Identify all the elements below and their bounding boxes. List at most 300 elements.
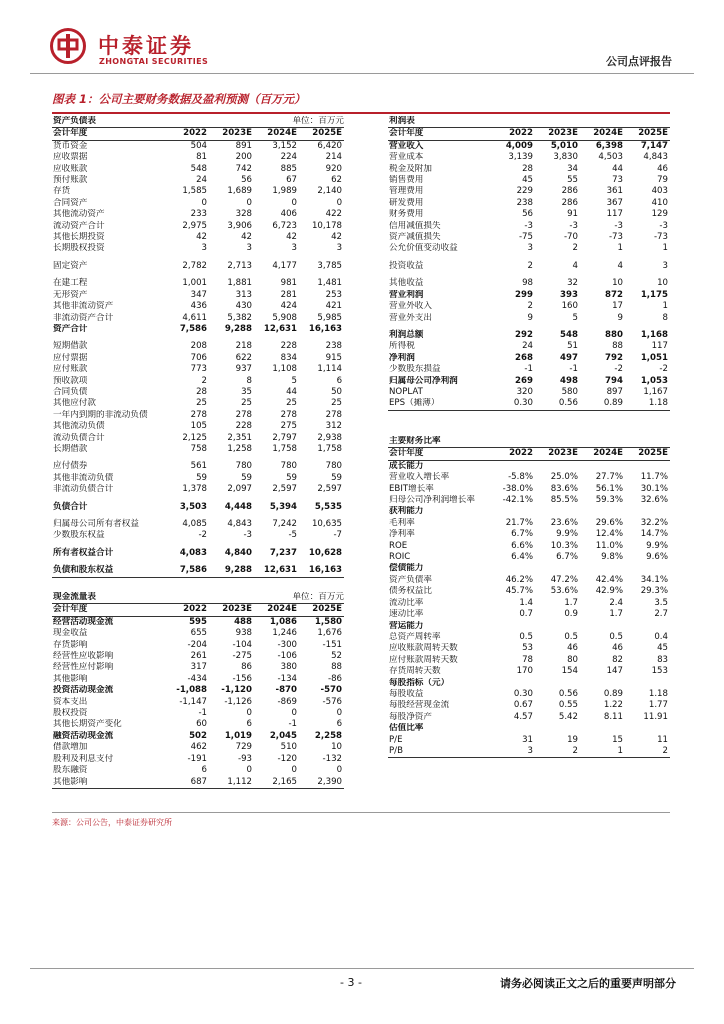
- cell-value: 59: [241, 472, 253, 483]
- cell-value: -7: [333, 530, 343, 541]
- cell-value: 42: [241, 232, 253, 243]
- cell-value: -1: [288, 719, 298, 730]
- row-label: 管理费用: [389, 186, 424, 197]
- cell-value: 2,597: [272, 484, 298, 495]
- table-row: [52, 731, 344, 742]
- cell-value: [625, 723, 670, 734]
- row-label: 流动比率: [389, 597, 424, 608]
- table-row: [52, 313, 344, 324]
- row-label: 货币资金: [53, 140, 88, 151]
- table-row: [52, 640, 344, 651]
- table-row: [52, 542, 344, 559]
- row-label: 其他长期投资: [53, 232, 105, 243]
- table-row: [388, 723, 670, 734]
- cell-value: 233: [190, 209, 208, 220]
- cell-value: 9,288: [209, 559, 254, 577]
- table-row: [388, 140, 670, 152]
- cell-value: 83: [657, 654, 668, 665]
- cell-value: 46.2%: [505, 574, 533, 585]
- cell-value: 9.6%: [646, 552, 668, 563]
- cell-value: 3,785: [317, 260, 343, 271]
- column-header: 会计年度: [52, 128, 164, 140]
- cell-value: 10: [657, 278, 668, 289]
- cell-value: 706: [190, 352, 208, 363]
- cell-value: 7,147: [640, 140, 668, 151]
- table-row: [388, 575, 670, 586]
- cell-value: 228: [235, 421, 253, 432]
- table-unit: 单位：百万元: [209, 592, 344, 604]
- cell-value: 1,112: [209, 777, 254, 789]
- cell-value: 59: [196, 472, 208, 483]
- cell-value: 9.9%: [646, 540, 668, 551]
- cell-value: 5,382: [227, 312, 253, 323]
- cell-value: 406: [280, 209, 298, 220]
- cell-value: 938: [235, 628, 253, 639]
- figure-title-rule: [52, 112, 670, 114]
- cell-value: 2,140: [317, 186, 343, 197]
- cell-value: 32.6%: [640, 495, 668, 506]
- cell-value: 224: [280, 152, 298, 163]
- row-label: 估值比率: [389, 723, 424, 734]
- row-label: 营业利润: [389, 289, 424, 300]
- disclaimer-text: 请务必阅读正文之后的重要声明部分: [500, 977, 676, 990]
- table-row: [52, 164, 344, 175]
- cell-value: 117: [606, 209, 623, 220]
- cell-value: 1.7: [564, 597, 578, 608]
- cell-value: 47.2%: [550, 574, 578, 585]
- cell-value: 62: [331, 175, 343, 186]
- table-row: [52, 708, 344, 719]
- cell-value: 105: [190, 421, 208, 432]
- cell-value: 4,503: [598, 152, 623, 163]
- cell-value: -2: [614, 364, 623, 375]
- cell-value: 498: [560, 375, 578, 386]
- cell-value: 1,689: [227, 186, 253, 197]
- cell-value: 4,843: [643, 152, 668, 163]
- cell-value: 1,086: [269, 616, 298, 627]
- cell-value: 2,097: [227, 484, 253, 495]
- cell-value: [625, 621, 670, 632]
- cell-value: 403: [651, 186, 668, 197]
- table-row: [388, 700, 670, 711]
- cell-value: -275: [232, 651, 253, 662]
- row-label: 应付票据: [53, 352, 88, 363]
- cell-value: -3: [243, 530, 253, 541]
- cell-value: 10,635: [311, 519, 343, 529]
- cell-value: -2: [198, 530, 208, 541]
- cell-value: 2: [527, 301, 533, 312]
- row-label: 总资产周转率: [389, 631, 441, 642]
- cell-value: 393: [560, 289, 578, 300]
- cell-value: 32: [567, 278, 578, 289]
- row-label: 净利率: [389, 529, 415, 540]
- row-label: 负债和股东权益: [52, 559, 164, 577]
- table-row: [52, 513, 344, 530]
- cell-value: 897: [606, 386, 623, 397]
- cell-value: 67: [286, 175, 298, 186]
- column-header: 2023E: [535, 128, 580, 140]
- cell-value: 16,163: [299, 559, 344, 577]
- cell-value: 1,167: [643, 386, 668, 397]
- table-title-row: [52, 592, 344, 604]
- row-label: 经营活动现金流: [53, 616, 114, 627]
- cell-value: 504: [190, 140, 208, 151]
- table-row: [388, 518, 670, 529]
- table-row: [52, 175, 344, 186]
- cell-value: 655: [190, 628, 208, 639]
- row-label: 其他流动负债: [53, 421, 105, 432]
- cell-value: 1: [580, 746, 625, 758]
- cell-value: 1,168: [640, 329, 668, 340]
- cell-value: 278: [280, 409, 298, 420]
- cell-value: 915: [325, 352, 343, 363]
- cell-value: 0.89: [580, 398, 625, 410]
- cell-value: 0.30: [490, 398, 535, 410]
- cell-value: 269: [515, 375, 533, 386]
- cell-value: 160: [561, 301, 578, 312]
- table-row: [388, 632, 670, 643]
- cell-value: 52: [331, 651, 343, 662]
- cell-value: 3: [336, 243, 343, 254]
- table-row: [52, 444, 344, 455]
- table-row: [388, 689, 670, 700]
- cell-value: 3,152: [272, 140, 298, 151]
- cell-value: 561: [190, 461, 208, 472]
- cell-value: 10.3%: [550, 540, 578, 551]
- row-label: 存货周转天数: [389, 666, 441, 677]
- cell-value: [580, 460, 625, 472]
- table-row: [388, 735, 670, 746]
- column-header: 2022: [490, 128, 535, 140]
- cell-value: 25: [196, 398, 208, 409]
- cell-value: -73: [608, 232, 623, 243]
- cell-value: 14.7%: [640, 529, 668, 540]
- table-title: 资产负债表: [52, 116, 209, 128]
- row-label: 每股指标（元）: [389, 677, 450, 688]
- cell-value: 218: [235, 341, 253, 352]
- cell-value: 2: [527, 260, 533, 271]
- financial-ratios-table: [388, 436, 670, 758]
- row-label: 应付账款周转天数: [389, 654, 458, 665]
- table-row: [52, 324, 344, 335]
- cell-value: 42: [286, 232, 298, 243]
- table-row: [52, 685, 344, 696]
- cell-value: -104: [232, 639, 253, 650]
- row-label: NOPLAT: [389, 386, 423, 397]
- row-label: 营业成本: [389, 152, 424, 163]
- row-label: 少数股东损益: [389, 364, 441, 375]
- row-label: 非流动负债合计: [53, 484, 114, 495]
- cell-value: 78: [522, 654, 533, 665]
- cell-value: 2,938: [317, 432, 343, 443]
- cell-value: 1,676: [317, 628, 343, 639]
- cell-value: 56: [241, 175, 253, 186]
- table-row: [388, 387, 670, 398]
- cell-value: 1,001: [182, 278, 208, 289]
- cell-value: 410: [651, 197, 668, 208]
- table-row: [388, 221, 670, 232]
- cell-value: 12,631: [263, 323, 298, 334]
- cell-value: 34.1%: [640, 574, 668, 585]
- cell-value: 9: [617, 312, 623, 323]
- cell-value: 25.0%: [550, 472, 578, 483]
- cell-value: 1.4: [519, 597, 533, 608]
- cell-value: 5,394: [269, 501, 298, 512]
- table-row: [52, 301, 344, 312]
- table-row: [388, 376, 670, 387]
- cell-value: [625, 460, 670, 472]
- cell-value: [490, 506, 535, 517]
- cell-value: 2,975: [182, 220, 208, 231]
- cell-value: 4,009: [505, 140, 533, 151]
- cell-value: 286: [561, 186, 578, 197]
- cell-value: 1,758: [272, 443, 298, 454]
- cell-value: 3: [291, 243, 298, 254]
- cell-value: 50: [331, 386, 343, 397]
- cell-value: 2,597: [317, 484, 343, 495]
- cell-value: 834: [280, 352, 298, 363]
- column-header: 2025E: [625, 448, 670, 460]
- cell-value: -300: [277, 639, 298, 650]
- cell-value: 1.18: [625, 398, 670, 410]
- row-label: 其他应付款: [53, 398, 96, 409]
- cell-value: 73: [612, 175, 623, 186]
- cell-value: 548: [560, 329, 578, 340]
- cell-value: 422: [325, 209, 343, 220]
- table-row: [388, 563, 670, 574]
- cell-value: 3,906: [227, 220, 253, 231]
- row-label: 偿债能力: [389, 563, 424, 574]
- cell-value: 1,019: [224, 730, 253, 741]
- row-label: 投资收益: [389, 260, 424, 271]
- cell-value: -1,120: [221, 685, 253, 696]
- table-row: [388, 175, 670, 186]
- cell-value: 1.77: [648, 700, 668, 711]
- row-label: 获利能力: [389, 506, 424, 517]
- table-row: [52, 387, 344, 398]
- cell-value: 0: [336, 708, 343, 719]
- cell-value: 424: [280, 301, 298, 312]
- cell-value: 6,723: [272, 220, 298, 231]
- table-row: [52, 198, 344, 209]
- cell-value: -38.0%: [502, 483, 533, 494]
- table-row: [52, 697, 344, 708]
- table-header-row: [52, 604, 344, 616]
- cell-value: 421: [325, 301, 343, 312]
- cell-value: 3: [527, 243, 533, 254]
- cell-value: 56.1%: [595, 483, 623, 494]
- column-header: 2023E: [209, 128, 254, 140]
- table-row: [388, 460, 670, 472]
- cell-value: 10: [331, 742, 343, 753]
- cell-value: 46: [612, 643, 623, 654]
- cell-value: 622: [235, 352, 253, 363]
- row-label: 股东融资: [53, 765, 88, 776]
- cell-value: 8: [662, 312, 668, 323]
- cell-value: 436: [190, 301, 208, 312]
- cell-value: 12.4%: [595, 529, 623, 540]
- cell-value: 580: [561, 386, 578, 397]
- row-label: 所得税: [389, 341, 415, 352]
- cell-value: 3: [490, 746, 535, 758]
- table-row: [52, 421, 344, 432]
- cell-value: 2.4: [609, 597, 623, 608]
- row-label: 利润总额: [389, 329, 424, 340]
- cell-value: 80: [567, 654, 578, 665]
- cell-value: 4,083: [179, 547, 208, 558]
- cell-value: 328: [235, 209, 253, 220]
- cell-value: 488: [234, 616, 253, 627]
- cell-value: 170: [516, 666, 533, 677]
- row-label: 速动比率: [389, 609, 424, 620]
- table-row: [388, 398, 670, 410]
- cell-value: 1,246: [272, 628, 298, 639]
- cell-value: 82: [612, 654, 623, 665]
- cell-value: 88: [331, 662, 343, 673]
- row-label: 其他收益: [389, 278, 424, 289]
- cell-value: 5: [572, 312, 578, 323]
- cell-value: 3,830: [553, 152, 578, 163]
- cell-value: 44: [286, 386, 298, 397]
- row-label: 少数股东权益: [53, 530, 105, 541]
- cell-value: 502: [189, 730, 208, 741]
- cell-value: -42.1%: [502, 495, 533, 506]
- cell-value: -5: [288, 530, 298, 541]
- cell-value: 6: [336, 719, 343, 730]
- cell-value: 286: [561, 197, 578, 208]
- cell-value: -3: [569, 220, 578, 231]
- cell-value: 53.6%: [550, 586, 578, 597]
- row-label: 流动负债合计: [53, 432, 105, 443]
- row-label: 归属母公司所有者权益: [53, 519, 139, 529]
- cell-value: 920: [325, 163, 343, 174]
- cell-value: 7,586: [164, 559, 209, 577]
- table-row: [52, 232, 344, 243]
- table-row: [388, 272, 670, 289]
- table-row: [388, 364, 670, 375]
- cell-value: 430: [235, 301, 253, 312]
- cell-value: 0.9: [564, 609, 578, 620]
- cell-value: -93: [237, 753, 253, 764]
- column-header: 2025E: [299, 128, 344, 140]
- cell-value: 794: [605, 375, 623, 386]
- row-label: 其他影响: [53, 673, 88, 684]
- cell-value: 32.2%: [640, 517, 668, 528]
- cell-value: 1,175: [640, 289, 668, 300]
- cell-value: 9.8%: [601, 552, 623, 563]
- cell-value: 51: [567, 341, 578, 352]
- row-label: 存货: [53, 186, 71, 197]
- cell-value: 0: [246, 708, 253, 719]
- cell-value: 497: [560, 352, 578, 363]
- cell-value: 42.4%: [595, 574, 623, 585]
- cell-value: 317: [190, 662, 208, 673]
- table-title: 现金流量表: [52, 592, 209, 604]
- table-row: [388, 164, 670, 175]
- cell-value: 1,989: [272, 186, 298, 197]
- cell-value: 88: [612, 341, 623, 352]
- cell-value: 45: [522, 175, 533, 186]
- cell-value: 292: [515, 329, 533, 340]
- report-type-label: 公司点评报告: [606, 55, 672, 68]
- table-row: [52, 559, 344, 577]
- cell-value: 25: [331, 398, 343, 409]
- table-row: [388, 643, 670, 654]
- row-label: 其他影响: [52, 777, 164, 789]
- column-header: 2022: [490, 448, 535, 460]
- cell-value: 0.89: [603, 688, 623, 699]
- cell-value: 0.56: [535, 398, 580, 410]
- cell-value: 2,258: [314, 730, 343, 741]
- column-header: 2024E: [580, 448, 625, 460]
- cell-value: 2,390: [299, 777, 344, 789]
- table-row: [388, 552, 670, 563]
- table-row: [388, 198, 670, 209]
- cell-value: [535, 460, 580, 472]
- cell-value: 2,125: [182, 432, 208, 443]
- cell-value: 3.5: [654, 597, 668, 608]
- row-label: 信用减值损失: [389, 220, 441, 231]
- cell-value: 7,237: [269, 547, 298, 558]
- column-header: 2022: [164, 128, 209, 140]
- cell-value: 17: [612, 301, 623, 312]
- row-label: 合同负债: [53, 386, 88, 397]
- cell-value: 380: [280, 662, 298, 673]
- table-header-row: [388, 128, 670, 140]
- row-label: 股利及利息支付: [53, 753, 114, 764]
- cell-value: -870: [275, 685, 298, 696]
- cell-value: 214: [325, 152, 343, 163]
- cell-value: 780: [325, 461, 343, 472]
- table-row: [388, 152, 670, 163]
- cell-value: 687: [164, 777, 209, 789]
- column-header: 2023E: [535, 448, 580, 460]
- cell-value: [490, 723, 535, 734]
- cell-value: 367: [606, 197, 623, 208]
- cell-value: 238: [325, 341, 343, 352]
- cell-value: -1,088: [176, 685, 208, 696]
- cell-value: 6: [201, 765, 208, 776]
- cell-value: 4,843: [227, 519, 253, 529]
- cell-value: [625, 678, 670, 689]
- cell-value: 0.55: [558, 700, 578, 711]
- cell-value: 2,782: [182, 260, 208, 271]
- table-row: [388, 186, 670, 197]
- cell-value: 60: [196, 719, 208, 730]
- cell-value: 44: [612, 163, 623, 174]
- row-label: 营业外支出: [389, 312, 432, 323]
- cell-value: 4,611: [182, 312, 208, 323]
- cell-value: [490, 678, 535, 689]
- cell-value: 27.7%: [595, 472, 623, 483]
- cell-value: 200: [235, 152, 253, 163]
- row-label: 资产负债率: [389, 574, 432, 585]
- cell-value: 773: [190, 364, 208, 375]
- table-row: [52, 530, 344, 541]
- cell-value: 0.56: [558, 688, 578, 699]
- table-row: [52, 628, 344, 639]
- cell-value: 9.9%: [556, 529, 578, 540]
- row-label: 应收账款周转天数: [389, 643, 458, 654]
- cell-value: 6,420: [317, 140, 343, 151]
- table-row: [52, 221, 344, 232]
- column-header: 2024E: [254, 128, 299, 140]
- cell-value: 6: [246, 719, 253, 730]
- cell-value: 6.6%: [511, 540, 533, 551]
- cell-value: 11.7%: [640, 472, 668, 483]
- row-label: 经营性应收影响: [53, 651, 114, 662]
- row-label: 净利润: [389, 352, 415, 363]
